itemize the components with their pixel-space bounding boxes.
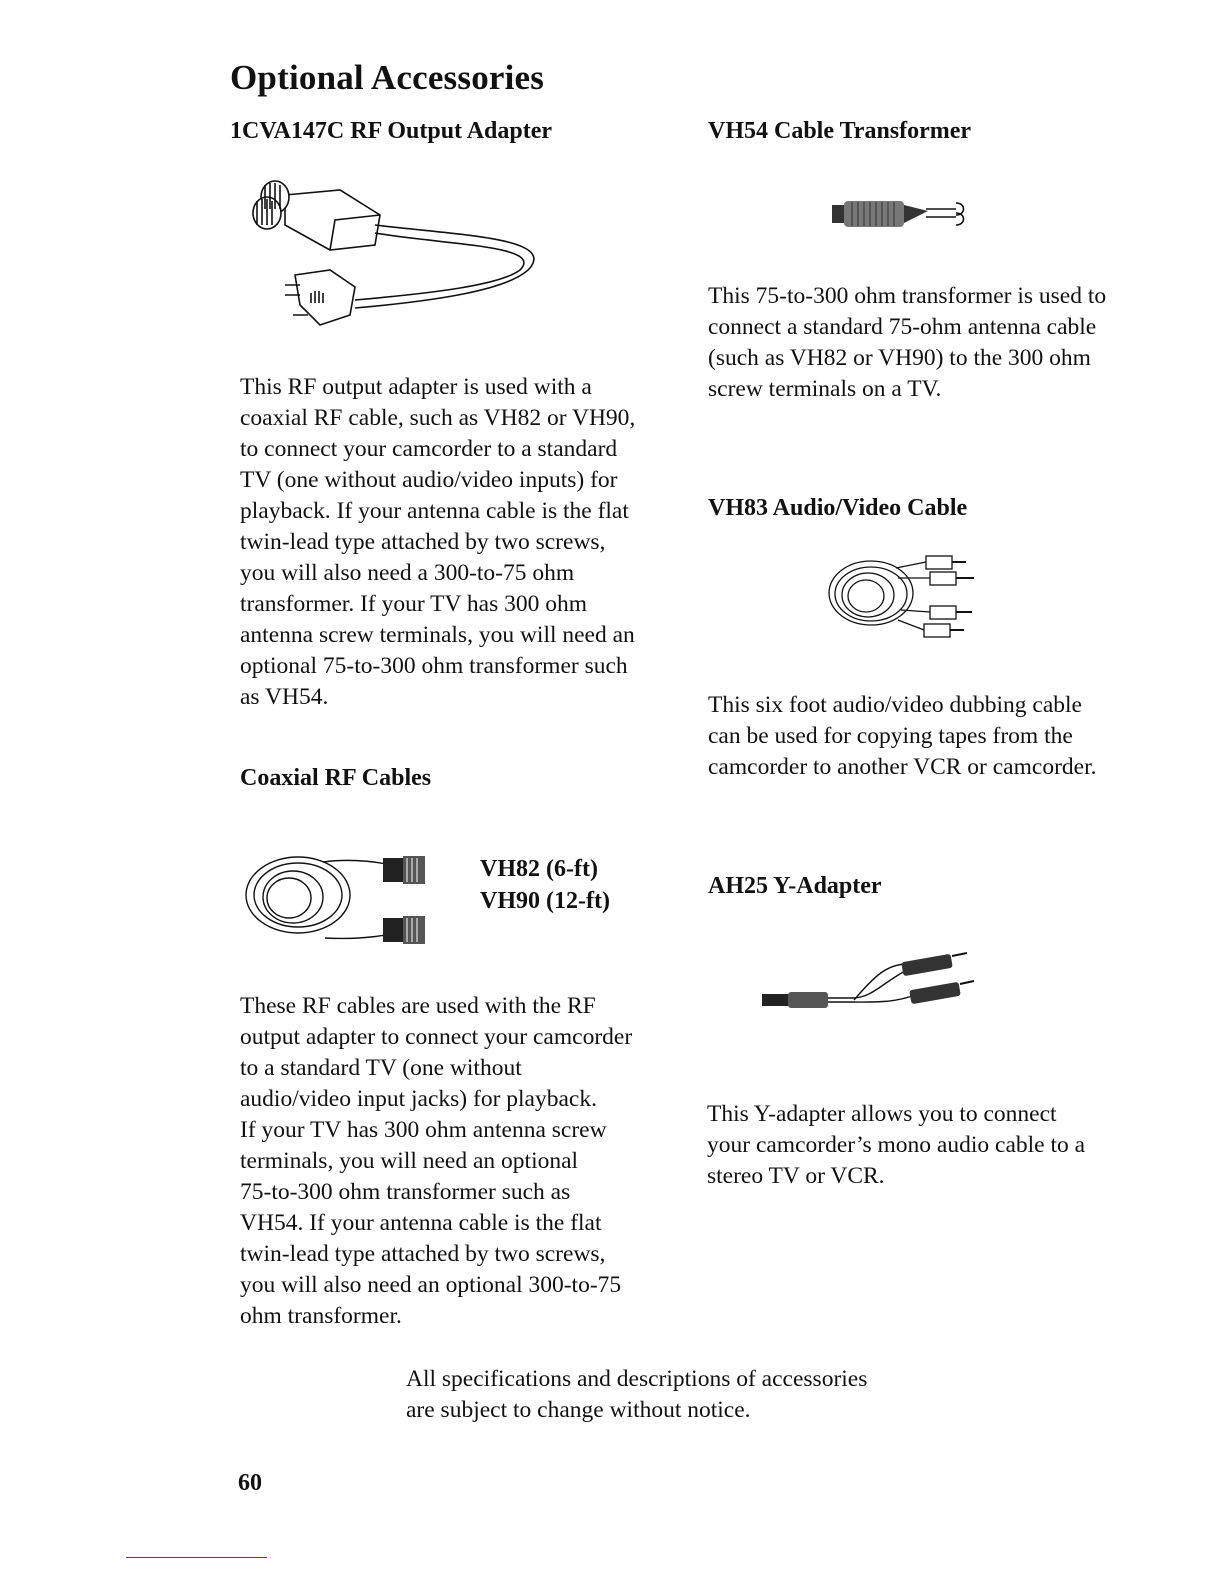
text-line: This 75-to-300 ohm transformer is used to [708, 283, 1107, 309]
ah25-y-adapter-illustration [762, 948, 977, 1018]
text-line: playback. If your antenna cable is the flat [240, 498, 629, 524]
text-line: stereo TV or VCR. [707, 1163, 885, 1189]
text-line: This six foot audio/video dubbing cable [708, 692, 1082, 718]
text-line: twin-lead type attached by two screws, [240, 1241, 606, 1267]
coaxial-model-vh90: VH90 (12-ft) [480, 888, 610, 914]
text-line: connect a standard 75-ohm antenna cable [708, 314, 1097, 340]
page-title: Optional Accessories [230, 58, 545, 97]
text-line: screw terminals on a TV. [708, 376, 942, 402]
vh54-description [708, 281, 1106, 405]
page-number: 60 [238, 1470, 262, 1496]
text-line: as VH54. [240, 684, 329, 710]
text-line: terminals, you will need an optional [240, 1148, 579, 1174]
text-line: If your TV has 300 ohm antenna screw [240, 1117, 607, 1143]
coaxial-heading: Coaxial RF Cables [240, 765, 432, 791]
text-line: to a standard TV (one without [240, 1055, 522, 1081]
text-line: your camcorder’s mono audio cable to a [707, 1132, 1086, 1158]
specifications-notice [406, 1364, 867, 1426]
text-line: This RF output adapter is used with a [240, 374, 592, 400]
coaxial-description [240, 991, 632, 1332]
ah25-heading: AH25 Y-Adapter [708, 873, 882, 899]
text-line: to connect your camcorder to a standard [240, 436, 618, 462]
text-line: (such as VH82 or VH90) to the 300 ohm [708, 345, 1091, 371]
coaxial-model-vh82: VH82 (6-ft) [480, 856, 598, 882]
text-line: coaxial RF cable, such as VH82 or VH90, [240, 405, 636, 431]
text-line: transformer. If your TV has 300 ohm [240, 591, 588, 617]
vh54-heading: VH54 Cable Transformer [708, 118, 972, 144]
rf-adapter-description [240, 372, 635, 713]
vh83-description [708, 690, 1096, 783]
text-line: you will also need an optional 300-to-75 [240, 1272, 622, 1298]
text-line: All specifications and descriptions of accessories [406, 1366, 868, 1392]
coaxial-cable-illustration [243, 850, 458, 950]
text-line: twin-lead type attached by two screws, [240, 529, 606, 555]
text-line: antenna screw terminals, you will need an [240, 622, 635, 648]
text-line: you will also need a 300-to-75 ohm [240, 560, 575, 586]
vh83-av-cable-illustration [826, 548, 986, 648]
vh54-transformer-illustration [828, 195, 968, 235]
text-line: 75-to-300 ohm transformer such as [240, 1179, 571, 1205]
rf-adapter-heading: 1CVA147C RF Output Adapter [230, 118, 553, 144]
text-line: camcorder to another VCR or camcorder. [708, 754, 1097, 780]
text-line: These RF cables are used with the RF [240, 993, 596, 1019]
text-line: VH54. If your antenna cable is the flat [240, 1210, 602, 1236]
ah25-description [707, 1099, 1085, 1192]
text-line: can be used for copying tapes from the [708, 723, 1073, 749]
rf-adapter-illustration [245, 175, 535, 335]
text-line: TV (one without audio/video inputs) for [240, 467, 618, 493]
text-line: output adapter to connect your camcorder [240, 1024, 633, 1050]
vh83-heading: VH83 Audio/Video Cable [708, 495, 968, 521]
text-line: This Y-adapter allows you to connect [707, 1101, 1057, 1127]
text-line: are subject to change without notice. [406, 1397, 751, 1423]
text-line: audio/video input jacks) for playback. [240, 1086, 597, 1112]
text-line: ohm transformer. [240, 1303, 402, 1329]
text-line: optional 75-to-300 ohm transformer such [240, 653, 628, 679]
footer-divider [126, 1557, 267, 1558]
